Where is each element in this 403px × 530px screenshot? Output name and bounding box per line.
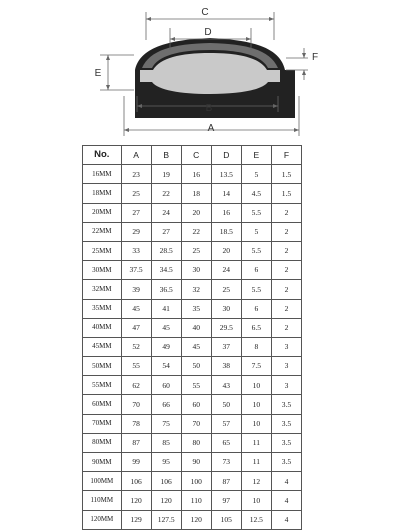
size-cell: 20MM (83, 203, 122, 222)
table-body (83, 165, 302, 530)
dimension-cell: 16 (181, 165, 211, 184)
dimension-cell: 18.5 (211, 222, 241, 241)
table-row (83, 299, 302, 318)
dimension-cell: 2 (271, 222, 301, 241)
size-cell: 40MM (83, 318, 122, 337)
dimension-cell: 4 (271, 472, 301, 491)
dimension-cell: 24 (151, 203, 181, 222)
size-cell: 70MM (83, 414, 122, 433)
dimension-cell: 11 (241, 433, 271, 452)
dimension-cell: 25 (211, 280, 241, 299)
dimension-cell: 40 (181, 318, 211, 337)
table-row (83, 280, 302, 299)
dimension-cell: 106 (151, 472, 181, 491)
table-row (83, 414, 302, 433)
dimension-cell: 22 (181, 222, 211, 241)
dimension-cell: 78 (121, 414, 151, 433)
dimension-cell: 10 (241, 491, 271, 510)
table-row (83, 491, 302, 510)
dimension-cell: 47 (121, 318, 151, 337)
dimension-cell: 3 (271, 357, 301, 376)
dimension-e (95, 55, 134, 90)
dimension-cell: 87 (121, 433, 151, 452)
dimension-cell: 100 (181, 472, 211, 491)
dimension-cell: 2 (271, 203, 301, 222)
dimension-cell: 99 (121, 453, 151, 472)
dimension-cell: 57 (211, 414, 241, 433)
size-cell: 90MM (83, 453, 122, 472)
size-cell: 32MM (83, 280, 122, 299)
dimension-cell: 105 (211, 510, 241, 529)
dimension-cell: 129 (121, 510, 151, 529)
table-row (83, 222, 302, 241)
dimension-cell: 6 (241, 261, 271, 280)
dimension-cell: 10 (241, 376, 271, 395)
dimension-cell: 127.5 (151, 510, 181, 529)
dimension-cell: 62 (121, 376, 151, 395)
size-cell: 25MM (83, 241, 122, 260)
dimension-cell: 43 (211, 376, 241, 395)
dimension-cell: 87 (211, 472, 241, 491)
size-cell: 22MM (83, 222, 122, 241)
dimension-cell: 95 (151, 453, 181, 472)
dimension-cell: 14 (211, 184, 241, 203)
dimension-cell: 16 (211, 203, 241, 222)
dimension-cell: 8 (241, 337, 271, 356)
size-cell: 100MM (83, 472, 122, 491)
dimension-cell: 45 (151, 318, 181, 337)
dimension-cell: 60 (151, 376, 181, 395)
dimension-cell: 10 (241, 395, 271, 414)
size-cell: 60MM (83, 395, 122, 414)
dimension-cell: 80 (181, 433, 211, 452)
dimension-cell: 120 (121, 491, 151, 510)
dimension-cell: 55 (181, 376, 211, 395)
label-c: C (201, 7, 209, 18)
dimension-cell: 32 (181, 280, 211, 299)
dimension-cell: 66 (151, 395, 181, 414)
dimension-cell: 3.5 (271, 414, 301, 433)
dimension-cell: 4.5 (241, 184, 271, 203)
table-row (83, 261, 302, 280)
label-d: D (204, 27, 212, 38)
dimension-cell: 45 (181, 337, 211, 356)
dimension-cell: 41 (151, 299, 181, 318)
size-cell: 35MM (83, 299, 122, 318)
dimension-cell: 6.5 (241, 318, 271, 337)
table-row (83, 395, 302, 414)
dimension-cell: 29 (121, 222, 151, 241)
table-row (83, 357, 302, 376)
table-row (83, 203, 302, 222)
dimension-cell: 3.5 (271, 433, 301, 452)
dimension-cell: 20 (211, 241, 241, 260)
dimension-cell: 25 (121, 184, 151, 203)
size-cell: 18MM (83, 184, 122, 203)
dimension-cell: 3.5 (271, 395, 301, 414)
header-f: F (271, 146, 301, 165)
dimension-cell: 1.5 (271, 165, 301, 184)
size-spec-table (82, 145, 302, 530)
dimension-cell: 37.5 (121, 261, 151, 280)
dimension-cell: 12 (241, 472, 271, 491)
dimension-cell: 3.5 (271, 453, 301, 472)
dimension-cell: 106 (121, 472, 151, 491)
dimension-cell: 38 (211, 357, 241, 376)
dimension-cell: 33 (121, 241, 151, 260)
table-row (83, 453, 302, 472)
dimension-cell: 5 (241, 165, 271, 184)
dimension-cell: 28.5 (151, 241, 181, 260)
dimension-cell: 4 (271, 510, 301, 529)
table-row (83, 165, 302, 184)
size-cell: 50MM (83, 357, 122, 376)
size-cell: 120MM (83, 510, 122, 529)
dimension-cell: 10 (241, 414, 271, 433)
header-d: D (211, 146, 241, 165)
dimension-cell: 20 (181, 203, 211, 222)
dimension-cell: 30 (181, 261, 211, 280)
table-row (83, 337, 302, 356)
table-row (83, 433, 302, 452)
table-row (83, 472, 302, 491)
table-row (83, 376, 302, 395)
size-cell: 80MM (83, 433, 122, 452)
dimension-cell: 4 (271, 491, 301, 510)
label-e: E (94, 68, 102, 79)
size-cell: 55MM (83, 376, 122, 395)
dimension-cell: 90 (181, 453, 211, 472)
dimension-cell: 75 (151, 414, 181, 433)
dimension-cell: 65 (211, 433, 241, 452)
dimension-cell: 2 (271, 318, 301, 337)
dimension-cell: 52 (121, 337, 151, 356)
dimension-cell: 19 (151, 165, 181, 184)
dimension-cell: 5.5 (241, 203, 271, 222)
size-cell: 30MM (83, 261, 122, 280)
dimension-cell: 110 (181, 491, 211, 510)
dimension-cell: 22 (151, 184, 181, 203)
dimension-cell: 25 (181, 241, 211, 260)
label-f: F (311, 52, 319, 63)
header-no: No. (83, 146, 122, 165)
dimension-cell: 23 (121, 165, 151, 184)
dimension-cell: 13.5 (211, 165, 241, 184)
dimension-cell: 24 (211, 261, 241, 280)
grommet-cross-section-diagram (0, 0, 403, 145)
dimension-cell: 7.5 (241, 357, 271, 376)
dimension-cell: 11 (241, 453, 271, 472)
size-cell: 45MM (83, 337, 122, 356)
table-row (83, 184, 302, 203)
dimension-cell: 34.5 (151, 261, 181, 280)
dimension-cell: 5.5 (241, 241, 271, 260)
dimension-cell: 49 (151, 337, 181, 356)
dimension-cell: 1.5 (271, 184, 301, 203)
dimension-cell: 45 (121, 299, 151, 318)
label-b: B (205, 103, 213, 114)
dimension-cell: 6 (241, 299, 271, 318)
dimension-cell: 97 (211, 491, 241, 510)
dimension-cell: 35 (181, 299, 211, 318)
dimension-cell: 5 (241, 222, 271, 241)
header-c: C (181, 146, 211, 165)
dimension-cell: 27 (121, 203, 151, 222)
dimension-cell: 55 (121, 357, 151, 376)
dimension-cell: 3 (271, 337, 301, 356)
dimension-cell: 73 (211, 453, 241, 472)
dimension-cell: 70 (121, 395, 151, 414)
dimension-cell: 60 (181, 395, 211, 414)
dimension-cell: 39 (121, 280, 151, 299)
dimension-cell: 2 (271, 261, 301, 280)
dimension-cell: 120 (181, 510, 211, 529)
dimension-cell: 36.5 (151, 280, 181, 299)
dimension-cell: 12.5 (241, 510, 271, 529)
dimension-cell: 37 (211, 337, 241, 356)
header-b: B (151, 146, 181, 165)
dimension-cell: 3 (271, 376, 301, 395)
dimension-cell: 54 (151, 357, 181, 376)
dimension-cell: 85 (151, 433, 181, 452)
dimension-cell: 18 (181, 184, 211, 203)
dimension-cell: 5.5 (241, 280, 271, 299)
dimension-cell: 2 (271, 241, 301, 260)
dimension-cell: 27 (151, 222, 181, 241)
dimension-cell: 30 (211, 299, 241, 318)
dimension-cell: 50 (211, 395, 241, 414)
dimension-cell: 29.5 (211, 318, 241, 337)
table-row (83, 241, 302, 260)
label-a: A (207, 123, 215, 134)
dimension-cell: 2 (271, 299, 301, 318)
size-cell: 16MM (83, 165, 122, 184)
table-row (83, 510, 302, 529)
header-e: E (241, 146, 271, 165)
header-a: A (121, 146, 151, 165)
dimension-cell: 70 (181, 414, 211, 433)
dimension-cell: 120 (151, 491, 181, 510)
dimension-cell: 50 (181, 357, 211, 376)
dimension-cell: 2 (271, 280, 301, 299)
table-header-row (83, 146, 302, 165)
table-row (83, 318, 302, 337)
size-cell: 110MM (83, 491, 122, 510)
